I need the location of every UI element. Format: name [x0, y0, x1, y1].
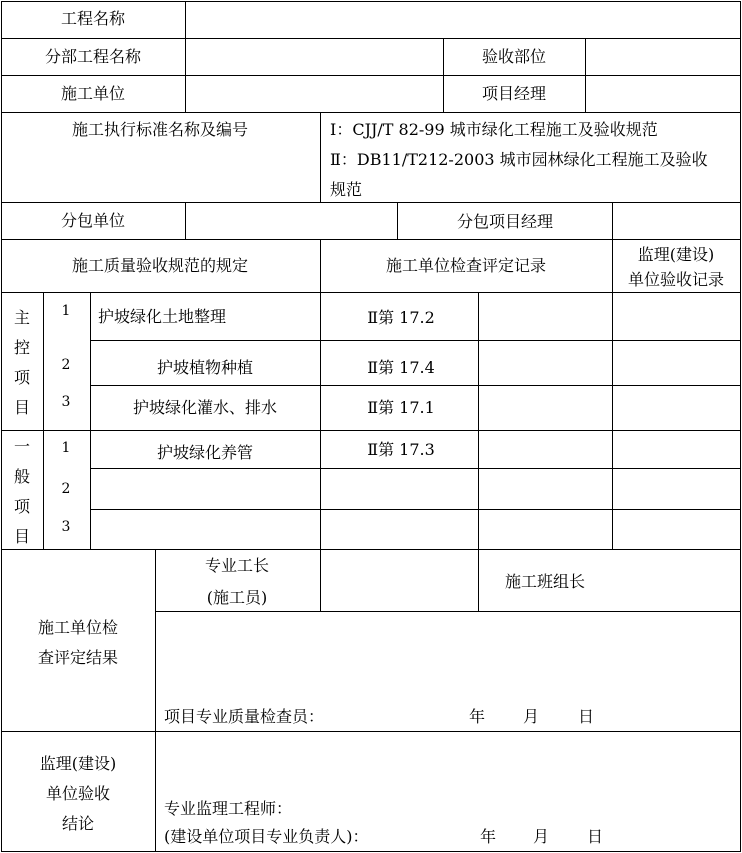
subcontract-unit-label: 分包单位: [60, 211, 126, 230]
subcontract-manager-label: 分包项目经理: [456, 212, 554, 231]
group-char: 项: [13, 497, 30, 516]
row-number: 1: [61, 440, 71, 456]
item-name: 护坡植物种植: [156, 358, 254, 377]
construction-unit-value[interactable]: [186, 76, 443, 112]
team-leader-label: 施工班组长: [504, 572, 586, 591]
year-label: 年: [469, 707, 486, 726]
standard-line-2: Ⅱ：DB11/T212-2003 城市园林绿化工程施工及验收: [330, 150, 708, 169]
conclusion-title-line2: 单位验收: [45, 784, 111, 803]
quality-inspector-label: 项目专业质量检查员：: [164, 707, 325, 726]
year-label: 年: [480, 827, 497, 846]
foreman-value[interactable]: [321, 550, 478, 611]
row-number: 1: [61, 303, 71, 319]
spec-reference: Ⅱ第 17.2: [367, 308, 435, 327]
spec-column-header: 施工质量验收规范的规定: [71, 256, 249, 275]
conclusion-title-line3: 结论: [61, 814, 95, 833]
project-name-value[interactable]: [186, 2, 740, 38]
item-name: 护坡绿化养管: [156, 443, 254, 462]
owner-representative-label: (建设单位项目专业负责人)：: [164, 827, 369, 846]
construction-unit-label: 施工单位: [60, 84, 126, 103]
row-number: 2: [61, 481, 71, 497]
group-char: 般: [13, 467, 30, 486]
supervision-column-header-line2: 单位验收记录: [627, 270, 725, 289]
subcontract-manager-value[interactable]: [613, 203, 740, 239]
spec-reference: Ⅱ第 17.3: [367, 440, 435, 459]
foreman-label-line1: 专业工长: [204, 556, 270, 575]
conclusion-title-line1: 监理(建设): [39, 754, 117, 773]
row-number: 3: [61, 519, 71, 535]
acceptance-part-value[interactable]: [586, 39, 740, 75]
standard-line-1: Ⅰ：CJJ/T 82-99 城市绿化工程施工及验收规范: [330, 120, 658, 139]
month-label: 月: [523, 707, 540, 726]
result-title-line1: 施工单位检: [37, 618, 119, 637]
group-char: 目: [13, 398, 30, 417]
group-char: 目: [13, 527, 30, 546]
group-char: 一: [13, 437, 30, 456]
acceptance-part-label: 验收部位: [481, 47, 547, 66]
supervision-column-header-line1: 监理(建设): [637, 245, 715, 264]
day-label: 日: [578, 707, 595, 726]
spec-reference: Ⅱ第 17.1: [367, 398, 435, 417]
foreman-label-line2: (施工员): [206, 588, 268, 607]
project-manager-value[interactable]: [586, 76, 740, 112]
sub-project-name-label: 分部工程名称: [44, 47, 142, 66]
supervising-engineer-label: 专业监理工程师：: [164, 799, 293, 818]
group-char: 控: [13, 338, 30, 357]
group-char: 主: [13, 308, 30, 327]
standard-line-3: 规范: [330, 180, 363, 199]
row-number: 3: [61, 394, 71, 410]
spec-reference: Ⅱ第 17.4: [367, 358, 435, 377]
result-title-line2: 查评定结果: [37, 648, 119, 667]
subcontract-unit-value[interactable]: [186, 203, 397, 239]
item-name: 护坡绿化土地整理: [98, 307, 227, 326]
group-char: 项: [13, 368, 30, 387]
item-name: 护坡绿化灌水、排水: [132, 398, 278, 417]
check-record-column-header: 施工单位检查评定记录: [385, 256, 547, 275]
team-leader-value[interactable]: [613, 550, 740, 611]
month-label: 月: [533, 827, 550, 846]
project-name-label: 工程名称: [60, 9, 126, 28]
standard-label: 施工执行标准名称及编号: [71, 120, 249, 139]
project-manager-label: 项目经理: [481, 84, 547, 103]
day-label: 日: [587, 827, 604, 846]
sub-project-name-value[interactable]: [186, 39, 443, 75]
row-number: 2: [61, 357, 71, 373]
